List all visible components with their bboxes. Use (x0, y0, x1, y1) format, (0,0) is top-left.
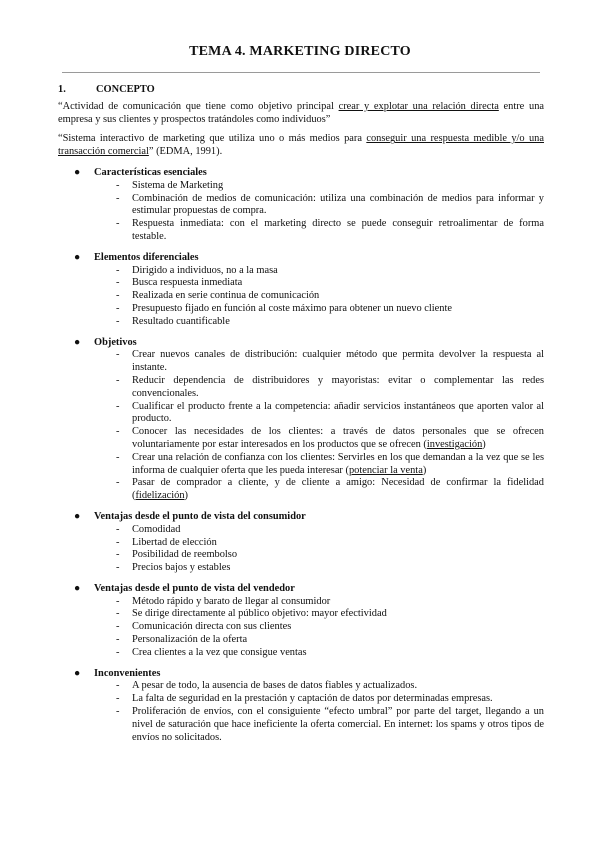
list-item-text (132, 265, 544, 278)
item-text: Proliferación de envíos, con el consiguiente “efecto umbral” por parte del target, llegando a un nivel de saturación que hace ineficiente la oferta comercial. En internet: los spams y otros tipos de envíos no solicitados. (132, 706, 544, 743)
dash-marker: - (116, 264, 120, 276)
item-text: Pasar de comprador a cliente, y de cliente a amigo: Necesidad de confirmar la fidelidad ( (132, 477, 544, 502)
bullet-heading-text: Inconvenientes (94, 667, 161, 679)
bullet-item-list (58, 265, 544, 329)
dash-marker: - (116, 374, 120, 386)
item-text: Sistema de Marketing (132, 179, 224, 191)
list-item-text (132, 426, 544, 452)
page-title: TEMA 4. MARKETING DIRECTO (189, 44, 411, 59)
list-item (116, 524, 544, 537)
definition-text: “Sistema interactivo de marketing que utiliza uno o más medios para (58, 133, 367, 145)
item-text: Crear nuevos canales de distribución: cualquier método que permita devolver la respuesta al instante. (132, 349, 544, 374)
bullet-heading-text: Ventajas desde el punto de vista del vendedor (94, 582, 295, 594)
title-divider (62, 72, 540, 73)
list-item-text (132, 562, 544, 575)
item-text: Cualificar el producto frente a la competencia: añadir servicios instantáneos que aporten valor al producto. (132, 400, 544, 425)
list-item-text (132, 621, 544, 634)
list-item (116, 265, 544, 278)
item-text: Busca respuesta inmediata (132, 277, 243, 289)
list-item (116, 180, 544, 193)
dash-marker: - (116, 608, 120, 620)
item-text: Presupuesto fijado en función al coste máximo para obtener un nuevo cliente (132, 302, 452, 314)
list-item (116, 426, 544, 452)
bullet-item-list (58, 524, 544, 575)
item-text: Respuesta inmediata: con el marketing directo se puede conseguir retroalimentar de forma testable. (132, 218, 544, 242)
list-item (116, 277, 544, 290)
list-item-text (132, 634, 544, 647)
list-item-text (132, 316, 544, 329)
dash-marker: - (116, 277, 120, 289)
item-underlined: investigación (426, 438, 483, 450)
bullet-dot: ● (74, 582, 81, 594)
list-item-text (132, 549, 544, 562)
item-underlined: potenciar la venta (348, 464, 423, 476)
list-item-text (132, 608, 544, 621)
list-item-text (132, 290, 544, 303)
list-item-text (132, 706, 544, 744)
item-text: Se dirige directamente al público objetivo: mayor efectividad (132, 608, 387, 620)
bullet-heading-text: Características esenciales (94, 166, 207, 178)
definition-text: entre una empresa y sus clientes y prospectos tratándoles como individuos” (58, 100, 545, 125)
list-item (116, 349, 544, 375)
list-item-text (132, 277, 544, 290)
list-item (116, 193, 544, 219)
list-item-text (132, 524, 544, 537)
list-item (116, 562, 544, 575)
bullet-section (58, 668, 544, 745)
dash-marker: - (116, 621, 120, 633)
list-item-text (132, 537, 544, 550)
dash-marker: - (116, 290, 120, 302)
dash-marker: - (116, 536, 120, 548)
item-text: Combinación de medios de comunicación: utiliza una combinación de medios para informar y estimular propuestas de compra. (132, 192, 544, 217)
bullet-sections (58, 167, 544, 744)
list-item-text (132, 693, 544, 706)
definition-underlined: crear y explotar una relación directa (338, 100, 499, 112)
bullet-item-list (58, 349, 544, 503)
item-text-after: ) (482, 438, 486, 450)
definition-text: ” (EDMA, 1991). (148, 146, 223, 158)
section-heading (58, 84, 544, 97)
list-item (116, 634, 544, 647)
item-text: La falta de seguridad en la prestación y captación de datos por determinadas empresas. (132, 693, 493, 705)
bullet-item-list (58, 680, 544, 744)
item-text-after: ) (422, 464, 427, 476)
list-item (116, 680, 544, 693)
item-text: Conocer las necesidades de los clientes: a través de datos personales que se ofrecen voluntariamente por estar interesados en los productos que se ofrecen ( (132, 426, 544, 450)
item-underlined: fidelización (135, 490, 185, 502)
dash-marker: - (116, 646, 120, 658)
list-item-text (132, 680, 544, 693)
dash-marker: - (116, 523, 120, 535)
list-item (116, 218, 544, 244)
list-item (116, 621, 544, 634)
bullet-section (58, 167, 544, 244)
dash-marker: - (116, 451, 120, 463)
list-item (116, 647, 544, 660)
list-item-text (132, 349, 544, 375)
list-item-text (132, 193, 544, 219)
item-text: Método rápido y barato de llegar al consumidor (132, 595, 331, 607)
dash-marker: - (116, 302, 120, 314)
bullet-dot: ● (74, 251, 81, 263)
bullet-dot: ● (74, 336, 81, 348)
list-item (116, 316, 544, 329)
item-text-after: ) (184, 490, 188, 502)
dash-marker: - (116, 562, 120, 574)
item-text: Realizada en serie continua de comunicación (132, 290, 320, 302)
dash-marker: - (116, 426, 120, 438)
list-item (116, 596, 544, 609)
definition-quote-1 (58, 101, 544, 127)
list-item (116, 537, 544, 550)
dash-marker: - (116, 634, 120, 646)
section-title: CONCEPTO (96, 84, 155, 95)
list-item-text (132, 647, 544, 660)
dash-marker: - (116, 179, 120, 191)
list-item (116, 303, 544, 316)
bullet-heading (74, 583, 544, 596)
list-item (116, 549, 544, 562)
bullet-dot: ● (74, 166, 81, 178)
item-text: Comodidad (132, 523, 181, 535)
dash-marker: - (116, 549, 120, 561)
list-item (116, 477, 544, 503)
list-item (116, 706, 544, 744)
bullet-heading (74, 167, 544, 180)
definition-text: “Actividad de comunicación que tiene como objetivo principal (58, 100, 339, 112)
list-item (116, 608, 544, 621)
list-item-text (132, 596, 544, 609)
item-text: Crea clientes a la vez que consigue ventas (132, 646, 307, 658)
item-text: Resultado cuantificable (132, 315, 230, 327)
bullet-heading (74, 668, 544, 681)
list-item-text (132, 218, 544, 244)
bullet-section (58, 583, 544, 660)
item-text: Personalización de la oferta (132, 634, 248, 646)
list-item-text (132, 401, 544, 427)
item-text: Libertad de elección (132, 536, 217, 548)
item-text: Comunicación directa con sus clientes (132, 621, 292, 633)
list-item-text (132, 477, 544, 503)
item-text: Precios bajos y estables (132, 562, 231, 574)
dash-marker: - (116, 477, 120, 489)
item-text: Dirigido a individuos, no a la masa (132, 264, 278, 276)
list-item-text (132, 180, 544, 193)
document-body (58, 84, 544, 744)
item-text: Posibilidad de reembolso (132, 549, 238, 561)
list-item (116, 401, 544, 427)
list-item-text (132, 375, 544, 401)
item-text: Crear una relación de confianza con los clientes: Servirles en los que demandan a la vez que se les informa de cualquier oferta que les pueda interesar ( (132, 451, 544, 476)
dash-marker: - (116, 218, 120, 230)
list-item-text (132, 303, 544, 316)
bullet-item-list (58, 596, 544, 660)
bullet-section (58, 337, 544, 503)
definition-quote-2 (58, 133, 544, 159)
dash-marker: - (116, 595, 120, 607)
item-text: A pesar de todo, la ausencia de bases de datos fiables y actualizados. (132, 680, 418, 692)
list-item (116, 452, 544, 478)
list-item (116, 375, 544, 401)
definition-underlined: conseguir una respuesta medible y/o una transacción comercial (58, 133, 544, 158)
bullet-heading (74, 337, 544, 350)
bullet-heading-text: Elementos diferenciales (94, 251, 199, 263)
list-item (116, 290, 544, 303)
list-item-text (132, 452, 544, 478)
bullet-heading-text: Objetivos (94, 336, 137, 348)
bullet-dot: ● (74, 510, 81, 522)
bullet-section (58, 511, 544, 575)
dash-marker: - (116, 349, 120, 361)
dash-marker: - (116, 680, 120, 692)
bullet-heading (74, 511, 544, 524)
bullet-heading (74, 252, 544, 265)
bullet-item-list (58, 180, 544, 244)
dash-marker: - (116, 192, 120, 204)
bullet-dot: ● (74, 667, 81, 679)
item-text: Reducir dependencia de distribuidores y mayoristas: evitar o complementar las redes convencionales. (132, 374, 544, 399)
section-number: 1. (58, 84, 66, 95)
bullet-section (58, 252, 544, 329)
bullet-heading-text: Ventajas desde el punto de vista del consumidor (94, 510, 306, 522)
dash-marker: - (116, 400, 120, 412)
list-item (116, 693, 544, 706)
dash-marker: - (116, 706, 120, 718)
dash-marker: - (116, 693, 120, 705)
dash-marker: - (116, 315, 120, 327)
